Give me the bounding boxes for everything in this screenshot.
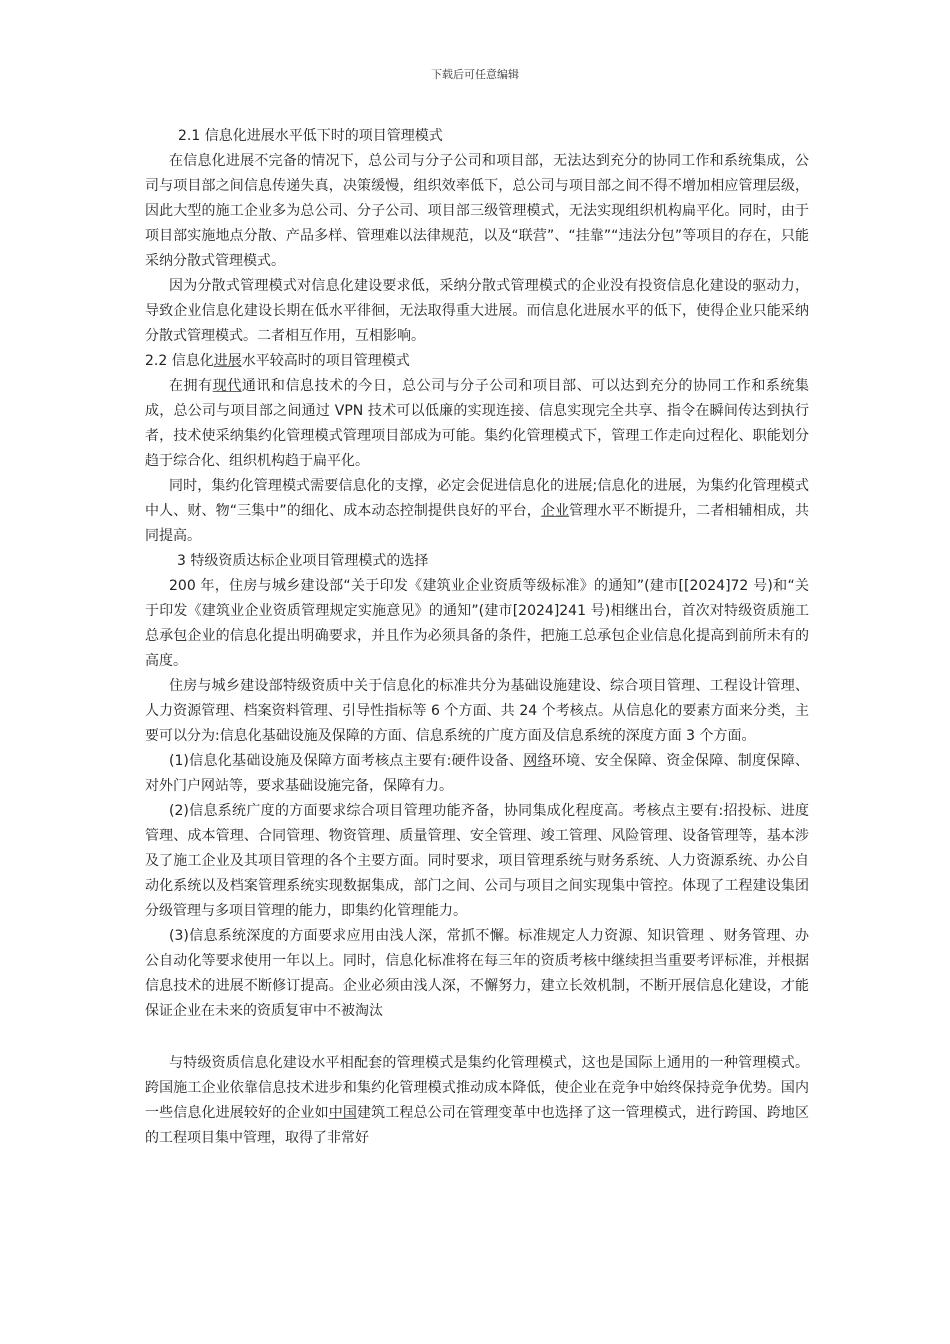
heading-3: 3 特级资质达标企业项目管理模式的选择 [177,553,429,569]
paragraph-text: 在拥有 [169,378,213,394]
paragraph-text: 通讯和信息技术的今日，总公司与分子公司和项目部、可以达到充分的协同工作和系统集成，总公司与项目部之间通过 VPN 技术可以低廉的实现连接、信息实现完全共享、指令在瞬间传达到执行者，技术使采纳集约化管理模式管理项目部成为可能。集约化管理模式下，管理工作走向过程化、职能划分趋于综合化、组织机构趋于扁平化。 [145,378,810,469]
paragraph: 200 年，住房与城乡建设部“关于印发《建筑业企业资质等级标准》的通知”(建市[[2024]72 号)和“关于印发《建筑业企业资质管理规定实施意见》的通知”(建市[2024]241 号)相继出台，首次对特级资质施工总承包企业的信息化提出明确要求，并且作为必须具备的条件，把施工总承包企业信息化提高到前所未有的高度。 [145,578,809,669]
paragraph-text: 环境、安全保障、资金保障、制度保障、对外门户网站等，要求基础设施完备，保障有力。 [145,753,810,794]
inline-link[interactable]: 现代 [212,378,242,394]
document-body [145,124,809,1151]
heading-2-2 [145,349,809,374]
paragraph: 因为分散式管理模式对信息化建设要求低，采纳分散式管理模式的企业没有投资信息化建设的驱动力，导致企业信息化建设长期在低水平徘徊，无法取得重大进展。而信息化进展水平的低下，使得企业只能采纳分散式管理模式。二者相互作用，互相影响。 [145,278,809,344]
heading-2-1: 2.1 信息化进展水平低下时的项目管理模式 [178,128,443,144]
inline-link[interactable]: 企业 [540,503,570,519]
paragraph: 住房与城乡建设部特级资质中关于信息化的标准共分为基础设施建设、综合项目管理、工程设计管理、人力资源管理、档案资料管理、引导性指标等 6 个方面、共 24 个考核点。从信息化的要素方面来分类，主要可以分为:信息化基础设施及保障的方面、信息系统的广度方面及信息系统的深度方面 3 个方面。 [145,678,809,744]
paragraph [145,474,809,549]
paragraph: (3)信息系统深度的方面要求应用由浅人深，常抓不懈。标准规定人力资源、知识管理 、财务管理、办公自动化等要求使用一年以上。同时，信息化标准将在每三年的资质考核中继续担当重要考评标准，并根据信息技术的进展不断修订提高。企业必须由浅人深，不懈努力，建立长效机制，不断开展信息化建设，才能保证企业在未来的资质复审中不被淘汰 [145,928,809,1019]
paragraph-text: 同时，集约化管理模式需要信息化的支撑，必定会促进信息化的进展;信息化的进展，为集约化管理模式中人、财、物“三集中”的细化、成本动态控制提供良好的平台， [145,478,809,519]
inline-link[interactable]: 进展 [213,353,242,369]
paragraph: 在信息化进展不完备的情况下，总公司与分子公司和项目部，无法达到充分的协同工作和系统集成，公司与项目部之间信息传递失真，决策缓慢，组织效率低下，总公司与项目部之间不得不增加相应管理层级，因此大型的施工企业多为总公司、分子公司、项目部三级管理模式，无法实现组织机构扁平化。同时，由于项目部实施地点分散、产品多样、管理难以法律规范，以及“联营”、“挂靠”“违法分包”等项目的存在，只能采纳分散式管理模式。 [145,153,809,269]
paragraph [145,749,809,799]
paragraph [145,1051,809,1151]
inline-link[interactable]: 中国 [328,1105,357,1121]
paragraph-text: 建筑工程总公司在管理变革中也选择了这一管理模式，进行跨国、跨地区的工程项目集中管理，取得了非常好 [145,1105,810,1146]
paragraph [145,374,809,474]
heading-text: 2.2 信息化 [145,353,214,369]
paragraph: (2)信息系统广度的方面要求综合项目管理功能齐备，协同集成化程度高。考核点主要有:招投标、进度管理、成本管理、合同管理、物资管理、质量管理、安全管理、竣工管理、风险管理、设备管理等，基本涉及了施工企业及其项目管理的各个主要方面。同时要求，项目管理系统与财务系统、人力资源系统、办公自动化系统以及档案管理系统实现数据集成，部门之间、公司与项目之间实现集中管控。体现了工程建设集团分级管理与多项目管理的能力，即集约化管理能力。 [145,803,809,919]
paragraph-text: 与特级资质信息化建设水平相配套的管理模式是集约化管理模式，这也是国际上通用的一种管理模式。跨国施工企业依靠信息技术进步和集约化管理模式推动成本降低，使企业在竞争中始终保持竞争优势。国内一些信息化进展较好的企业如 [145,1055,809,1121]
paragraph-text: 管理水平不断提升，二者相辅相成，共同提高。 [145,503,809,544]
heading-text: 水平较高时的项目管理模式 [241,353,410,369]
inline-link[interactable]: 网络 [523,753,552,769]
page-header: 下载后可任意编辑 [431,68,519,81]
paragraph-text: (1)信息化基础设施及保障方面考核点主要有:硬件设备、 [169,753,524,769]
